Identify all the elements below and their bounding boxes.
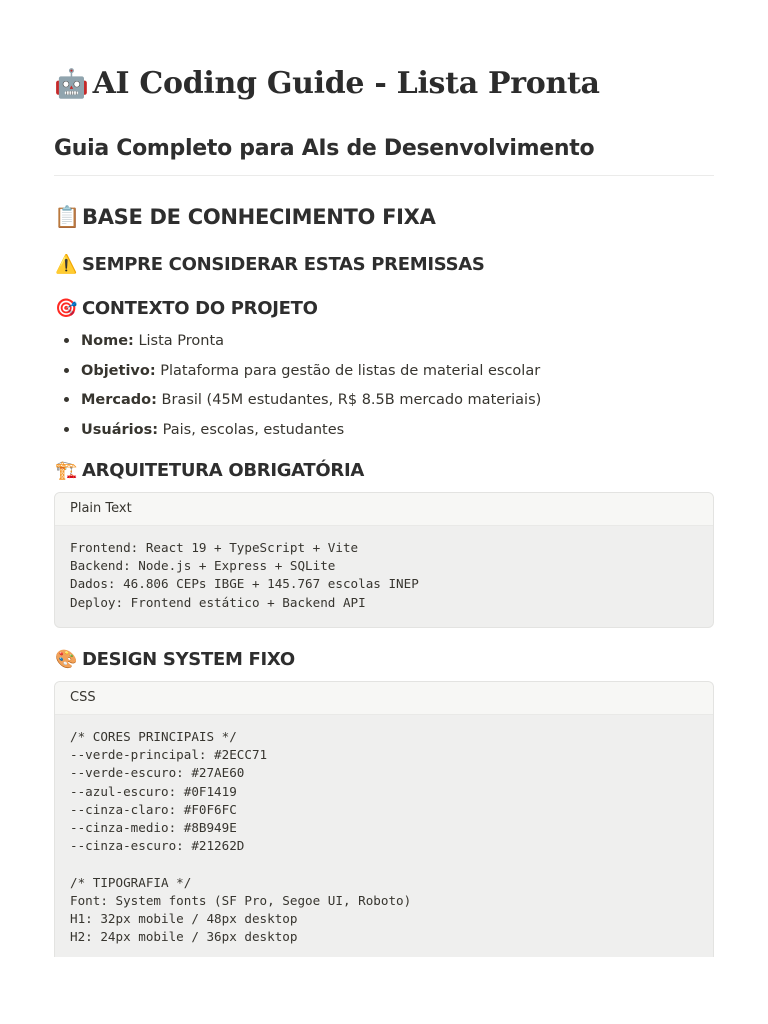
heading-premissas — [54, 254, 485, 275]
code-line: --cinza-medio: #8B949E — [70, 820, 237, 836]
code-line: H1: 32px mobile / 48px desktop — [70, 911, 298, 927]
code-line: /* CORES PRINCIPAIS */ — [70, 729, 237, 744]
context-list — [62, 328, 541, 446]
construction-crane-icon: 🏗️ — [54, 460, 78, 481]
list-item — [62, 387, 541, 417]
code-line: --cinza-escuro: #21262D — [70, 838, 245, 854]
robot-icon: 🤖 — [54, 67, 89, 100]
list-item-key: Mercado: — [81, 392, 157, 408]
code-language-label[interactable]: CSS — [55, 682, 713, 715]
list-item-key: Objetivo: — [81, 362, 156, 379]
list-item-key: Nome: — [81, 333, 134, 349]
code-block-architecture — [54, 492, 714, 628]
code-block-design — [54, 681, 714, 957]
code-line: Frontend: React 19 + TypeScript + Vite — [70, 540, 359, 555]
code-line: Deploy: Frontend estático + Backend API — [70, 594, 366, 610]
clipboard-icon: 📋 — [54, 205, 80, 229]
heading-design-system-text: DESIGN SYSTEM FIXO — [82, 649, 295, 670]
list-item-value: Brasil (45M estudantes, R$ 8.5B mercado materiais) — [156, 392, 542, 408]
page-title-text: AI Coding Guide - Lista Pronta — [92, 66, 600, 101]
code-line: Dados: 46.806 CEPs IBGE + 145.767 escolas INEP — [70, 576, 419, 592]
heading-base-conhecimento — [54, 205, 436, 230]
code-line: --cinza-claro: #F0F6FC — [70, 801, 237, 817]
heading-premissas-text: SEMPRE CONSIDERAR ESTAS PREMISSAS — [82, 254, 485, 275]
list-item-value: Pais, escolas, estudantes — [158, 421, 345, 438]
list-item — [62, 328, 541, 358]
code-line: /* TIPOGRAFIA */ — [70, 874, 192, 890]
palette-icon: 🎨 — [54, 649, 78, 670]
warning-icon: ⚠️ — [54, 254, 78, 275]
heading-arquitetura-text: ARQUITETURA OBRIGATÓRIA — [82, 460, 364, 481]
heading-base-conhecimento-text: BASE DE CONHECIMENTO FIXA — [82, 205, 436, 229]
code-line: Backend: Node.js + Express + SQLite — [70, 558, 336, 574]
code-content — [55, 715, 713, 946]
page-title — [54, 66, 600, 101]
page-subtitle: Guia Completo para AIs de Desenvolvimento — [54, 136, 595, 161]
heading-design-system — [54, 649, 295, 670]
heading-contexto — [54, 298, 318, 319]
list-item-value: Lista Pronta — [133, 333, 225, 349]
code-line: --verde-principal: #2ECC71 — [70, 747, 268, 763]
code-line: --verde-escuro: #27AE60 — [70, 765, 245, 781]
list-item-key: Usuários: — [81, 421, 159, 438]
heading-contexto-text: CONTEXTO DO PROJETO — [82, 298, 318, 319]
target-icon: 🎯 — [54, 298, 78, 319]
code-content — [55, 526, 713, 612]
code-language-label[interactable]: Plain Text — [55, 493, 713, 526]
heading-arquitetura — [54, 460, 364, 481]
code-line: --azul-escuro: #0F1419 — [70, 783, 237, 799]
code-line: Font: System fonts (SF Pro, Segoe UI, Roboto) — [70, 892, 412, 908]
list-item — [62, 417, 541, 447]
divider — [54, 175, 714, 176]
list-item — [62, 358, 541, 388]
list-item-value: Plataforma para gestão de listas de material escolar — [155, 362, 541, 379]
code-line: H2: 24px mobile / 36px desktop — [70, 929, 298, 945]
